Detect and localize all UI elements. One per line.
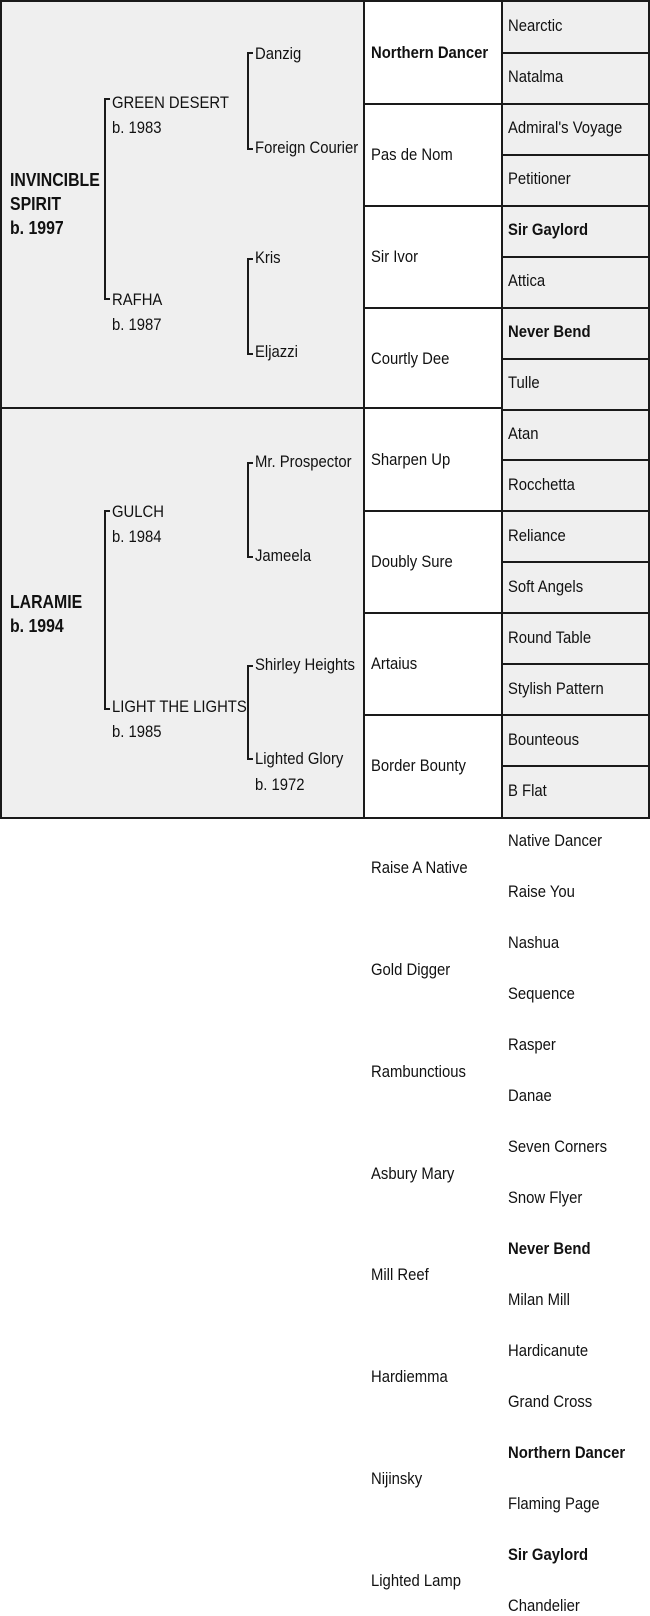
gen4-name: Milan Mill [508,1290,570,1309]
gen4-name: Admiral's Voyage [508,119,623,138]
gen4-name: Seven Corners [508,1138,608,1157]
frame-top [0,0,650,2]
gen4-name: Sir Gaylord [508,221,589,240]
dam-name: LIGHT THE LIGHTS [112,698,247,716]
parent-tick [104,298,110,300]
divider-main [0,407,501,409]
gp-tick [247,462,253,464]
great-grandparent-name: Raise A Native [371,858,468,877]
gp-bracket [247,665,249,760]
great-grandparent-name: Sharpen Up [371,451,451,470]
great-grandparent-name: Sir Ivor [371,247,419,266]
row-divider-3 [363,307,501,309]
great-grandparent-name: Border Bounty [371,757,466,776]
gen4-name: Grand Cross [508,1392,593,1411]
horse-invincible-spirit: INVINCIBLE SPIRIT b. 1997 [10,170,100,238]
gen4-name: Sir Gaylord [508,1545,589,1564]
gen4-name: Never Bend [508,1239,591,1258]
grandparent-name: Shirley Heights [255,656,355,674]
gen4-name: Bounteous [508,730,580,749]
sire-name: GREEN DESERT [112,94,229,112]
gen4-name: Never Bend [508,323,591,342]
row-divider-4 [501,510,650,512]
gen4-name: Reliance [508,526,566,545]
gen4-name: Natalma [508,68,564,87]
row-divider-3 [363,205,501,207]
gp-tick [247,758,253,760]
parent-tick [104,98,110,100]
gp-bracket [247,462,249,558]
horse-laramie: LARAMIE b. 1994 [10,592,83,636]
great-grandparent-name: Northern Dancer [371,43,489,62]
gen4-name: Hardicanute [508,1341,589,1360]
grandparent-name: Lighted Glory [255,750,344,768]
gp-bracket [247,258,249,355]
row-divider-4 [501,52,650,54]
row-divider-4 [501,103,650,105]
sire-year: b. 1983 [112,119,162,137]
grandparent-year: b. 1972 [255,776,305,794]
gen4-name: Atan [508,424,539,443]
great-grandparent-name: Courtly Dee [371,349,450,368]
grandparent-name: Mr. Prospector [255,453,352,471]
gen4-name: Stylish Pattern [508,679,604,698]
dam-year: b. 1985 [112,723,162,741]
row-divider-4 [501,612,650,614]
gp-tick [247,665,253,667]
great-grandparent-name: Mill Reef [371,1266,429,1285]
grandparent-name: Danzig [255,45,302,63]
gen4-name: Tulle [508,374,540,393]
grandparent-name: Eljazzi [255,343,298,361]
row-divider-4 [501,765,650,767]
gp-tick [247,52,253,54]
parent-tick [104,708,110,710]
gen4-name: Rasper [508,1036,556,1055]
gen4-name: Flaming Page [508,1494,600,1513]
grandparent-name: Jameela [255,547,312,565]
gen4-name: Soft Angels [508,577,584,596]
row-divider-4 [501,256,650,258]
great-grandparent-name: Doubly Sure [371,553,453,572]
great-grandparent-name: Hardiemma [371,1368,448,1387]
row-divider-3 [363,103,501,105]
gen4-name: Chandelier [508,1596,580,1615]
col-divider-3 [363,0,365,819]
sire-year: b. 1984 [112,528,162,546]
gen4-name: Danae [508,1087,552,1106]
parent-tick [104,510,110,512]
gp-bracket [247,52,249,150]
row-divider-4 [501,358,650,360]
gen4-name: Native Dancer [508,832,603,851]
row-divider-4 [501,154,650,156]
grandparent-name: Foreign Courier [255,139,359,157]
row-divider-4 [501,459,650,461]
gen4-name: B Flat [508,781,547,800]
parent-bracket [104,98,106,300]
grandparent-name: Kris [255,249,281,267]
row-divider-4 [501,663,650,665]
great-grandparent-name: Artaius [371,655,418,674]
frame-left [0,0,2,819]
gen4-name: Rocchetta [508,475,575,494]
gen4-name: Nashua [508,934,560,953]
row-divider-4 [501,561,650,563]
dam-name: RAFHA [112,291,163,309]
great-grandparent-name: Nijinsky [371,1470,423,1489]
row-divider-4 [501,307,650,309]
gp-tick [247,148,253,150]
gen4-name: Round Table [508,628,592,647]
row-divider-4 [501,409,650,411]
gen4-name: Petitioner [508,170,571,189]
gen4-name: Nearctic [508,17,563,36]
row-divider-3 [363,714,501,716]
gp-tick [247,556,253,558]
gp-tick [247,258,253,260]
sire-name: GULCH [112,503,164,521]
row-divider-3 [363,510,501,512]
parent-bracket [104,510,106,710]
gen4-name: Raise You [508,883,575,902]
gen4-name: Northern Dancer [508,1443,626,1462]
great-grandparent-name: Gold Digger [371,960,451,979]
dam-year: b. 1987 [112,316,162,334]
row-divider-4 [501,714,650,716]
great-grandparent-name: Pas de Nom [371,145,453,164]
great-grandparent-name: Asbury Mary [371,1164,455,1183]
row-divider-3 [363,612,501,614]
gen4-name: Snow Flyer [508,1189,583,1208]
great-grandparent-name: Lighted Lamp [371,1572,461,1591]
great-grandparent-name: Rambunctious [371,1062,466,1081]
gen4-name: Sequence [508,985,575,1004]
row-divider-4 [501,205,650,207]
gen4-name: Attica [508,272,546,291]
gp-tick [247,353,253,355]
